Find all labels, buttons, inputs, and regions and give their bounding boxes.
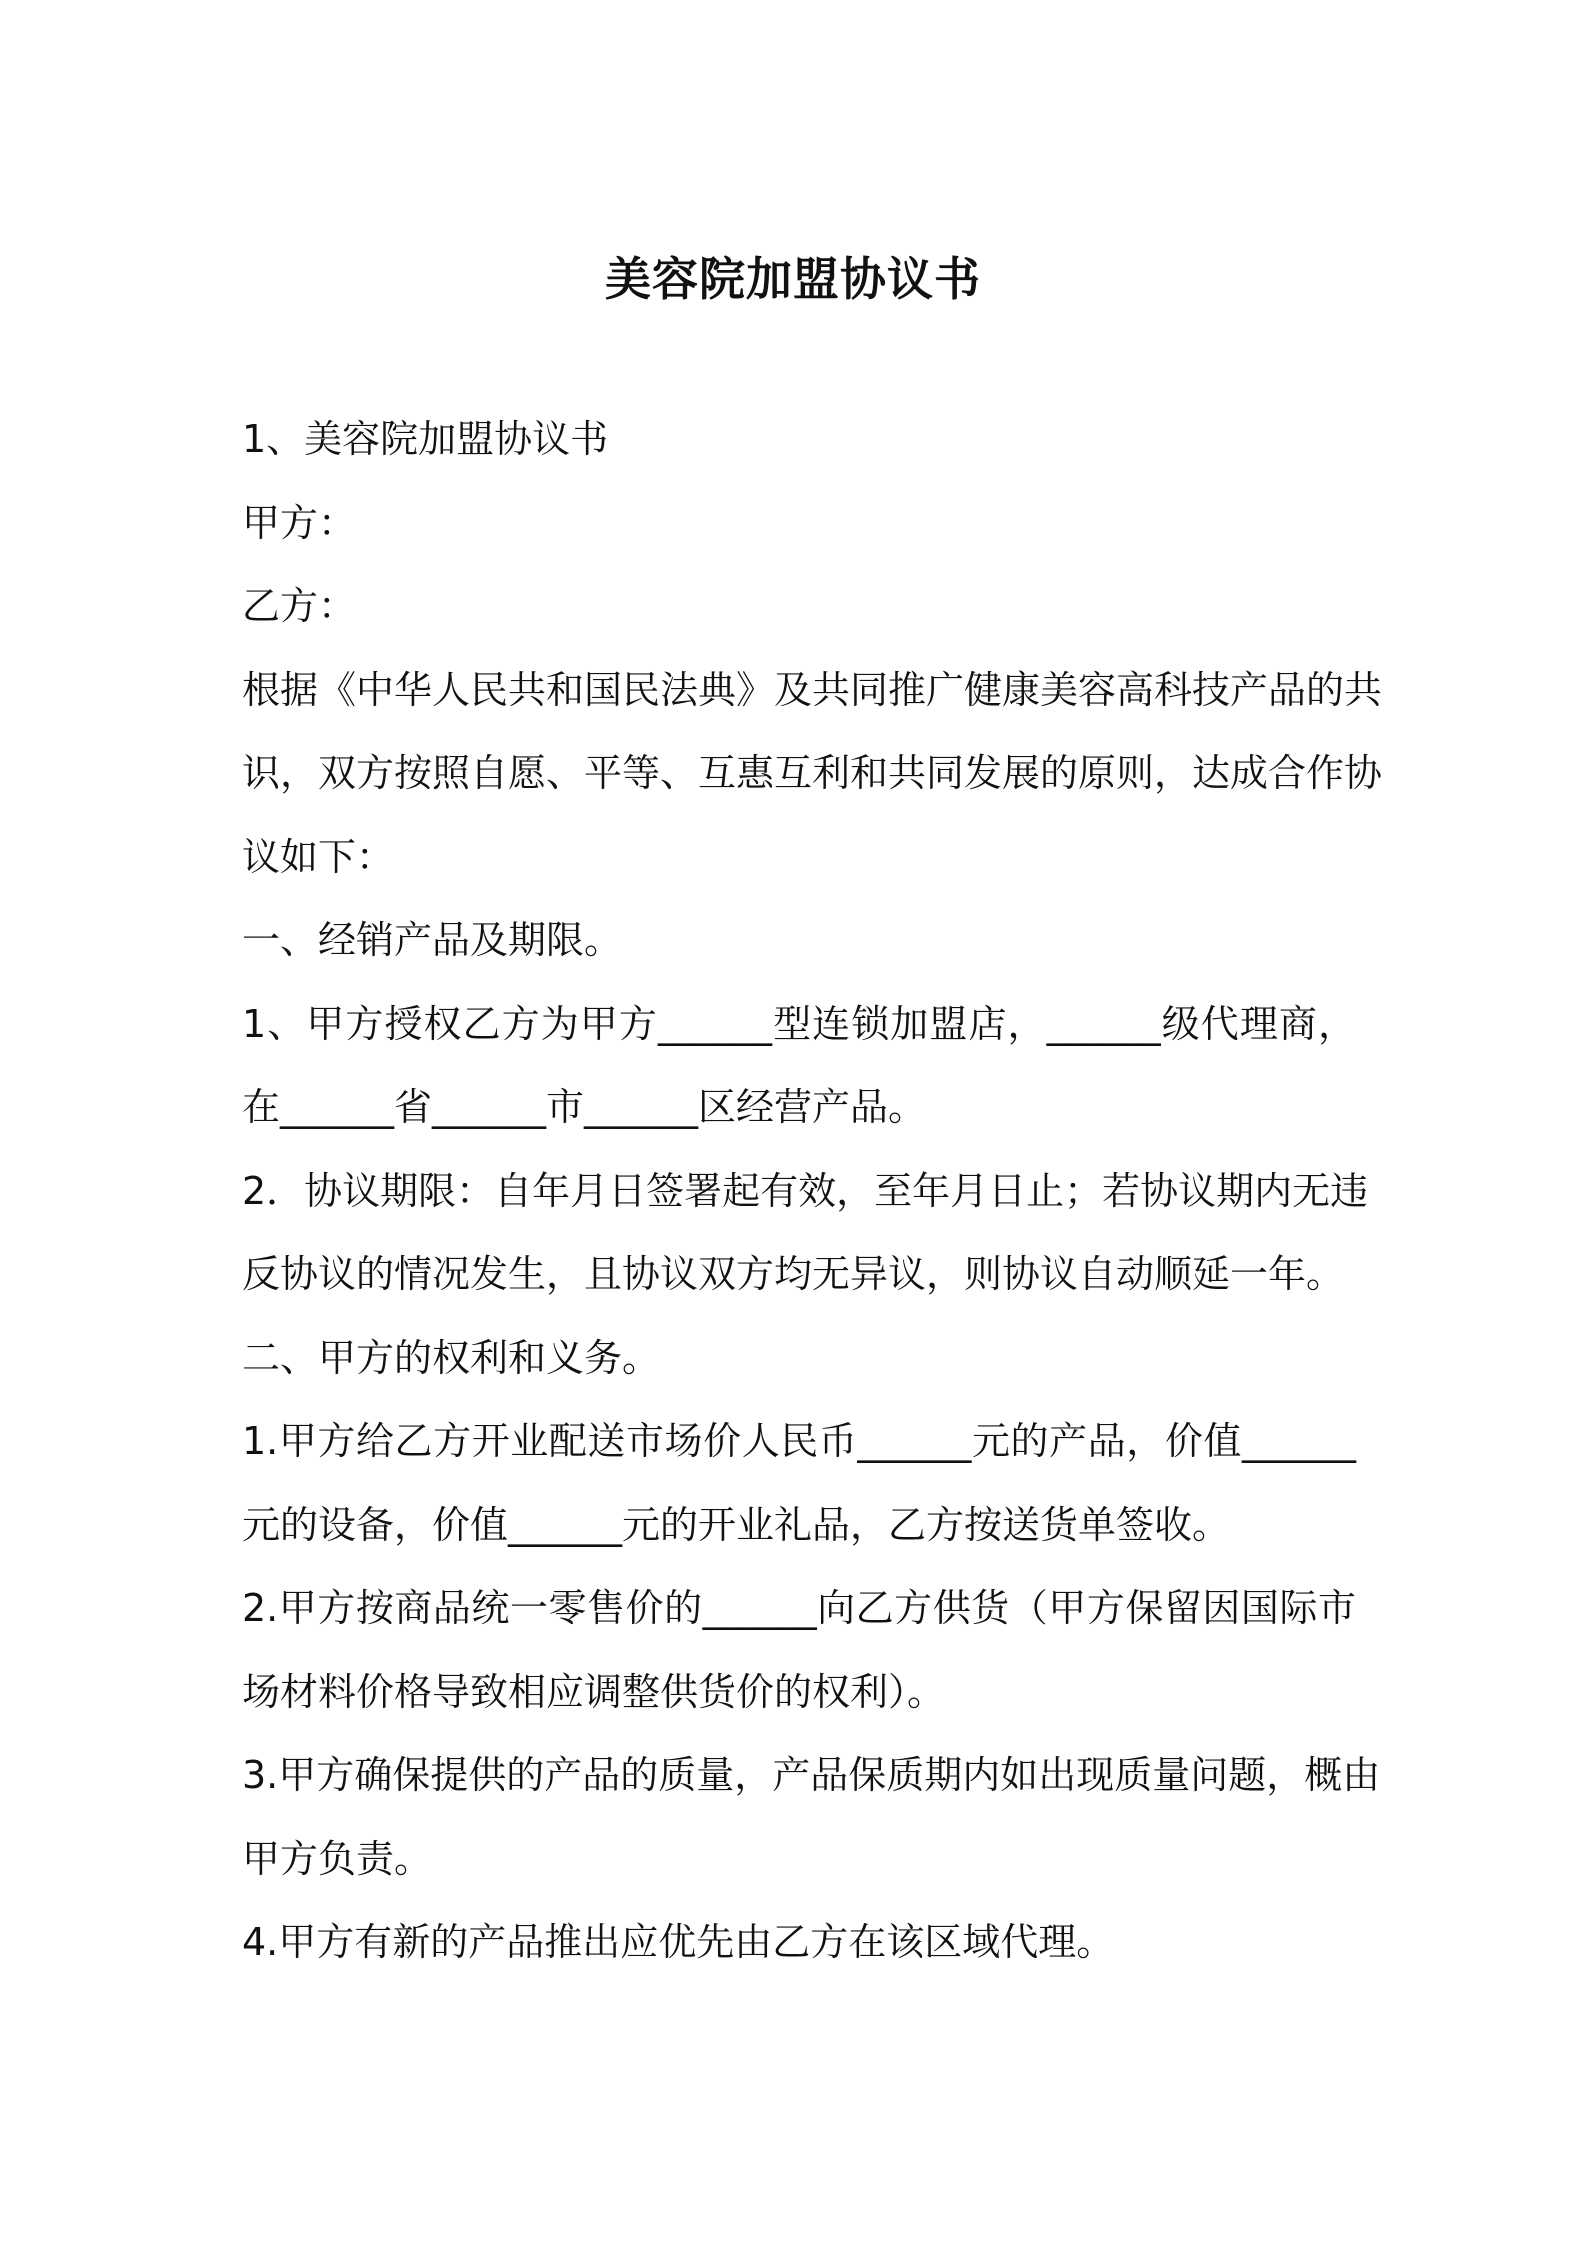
- paragraph-line: 根据《中华人民共和国民法典》及共同推广健康美容高科技产品的共: [242, 667, 1383, 712]
- paragraph-line: 2．协议期限：自年月日签署起有效，至年月日止；若协议期内无违: [242, 1168, 1369, 1213]
- paragraph-line: 2.甲方按商品统一零售价的______向乙方供货（甲方保留因国际市: [242, 1586, 1356, 1630]
- clause-heading: 一、经销产品及期限。: [242, 918, 623, 962]
- document-body: [242, 398, 1383, 1985]
- clause-heading: 二、甲方的权利和义务。: [242, 1335, 661, 1380]
- paragraph-line: 4.甲方有新的产品推出应优先由乙方在该区域代理。: [242, 1920, 1115, 1964]
- paragraph-line: 在______省______市______区经营产品。: [242, 1085, 927, 1129]
- paragraph-line: 议如下：: [242, 834, 395, 879]
- paragraph-line: 场材料价格导致相应调整供货价的权利）。: [242, 1669, 946, 1714]
- paragraph-line: 1.甲方给乙方开业配送市场价人民币______元的产品，价值______: [242, 1419, 1356, 1463]
- party-b-label: 乙方：: [242, 584, 357, 628]
- paragraph-line: 甲方负责。: [242, 1836, 433, 1881]
- party-a-label: 甲方：: [242, 500, 357, 545]
- section-heading: 1、美容院加盟协议书: [242, 417, 609, 461]
- paragraph-line: 1、甲方授权乙方为甲方______型连锁加盟店，______级代理商，: [242, 1001, 1356, 1046]
- document-title: 美容院加盟协议书: [605, 251, 981, 306]
- paragraph-line: 元的设备，价值______元的开业礼品，乙方按送货单签收。: [242, 1502, 1231, 1547]
- paragraph-line: 识，双方按照自愿、平等、互惠互利和共同发展的原则，达成合作协: [242, 751, 1383, 795]
- paragraph-line: 反协议的情况发生，且协议双方均无异议，则协议自动顺延一年。: [242, 1252, 1345, 1296]
- paragraph-line: 3.甲方确保提供的产品的质量，产品保质期内如出现质量问题，概由: [242, 1753, 1381, 1797]
